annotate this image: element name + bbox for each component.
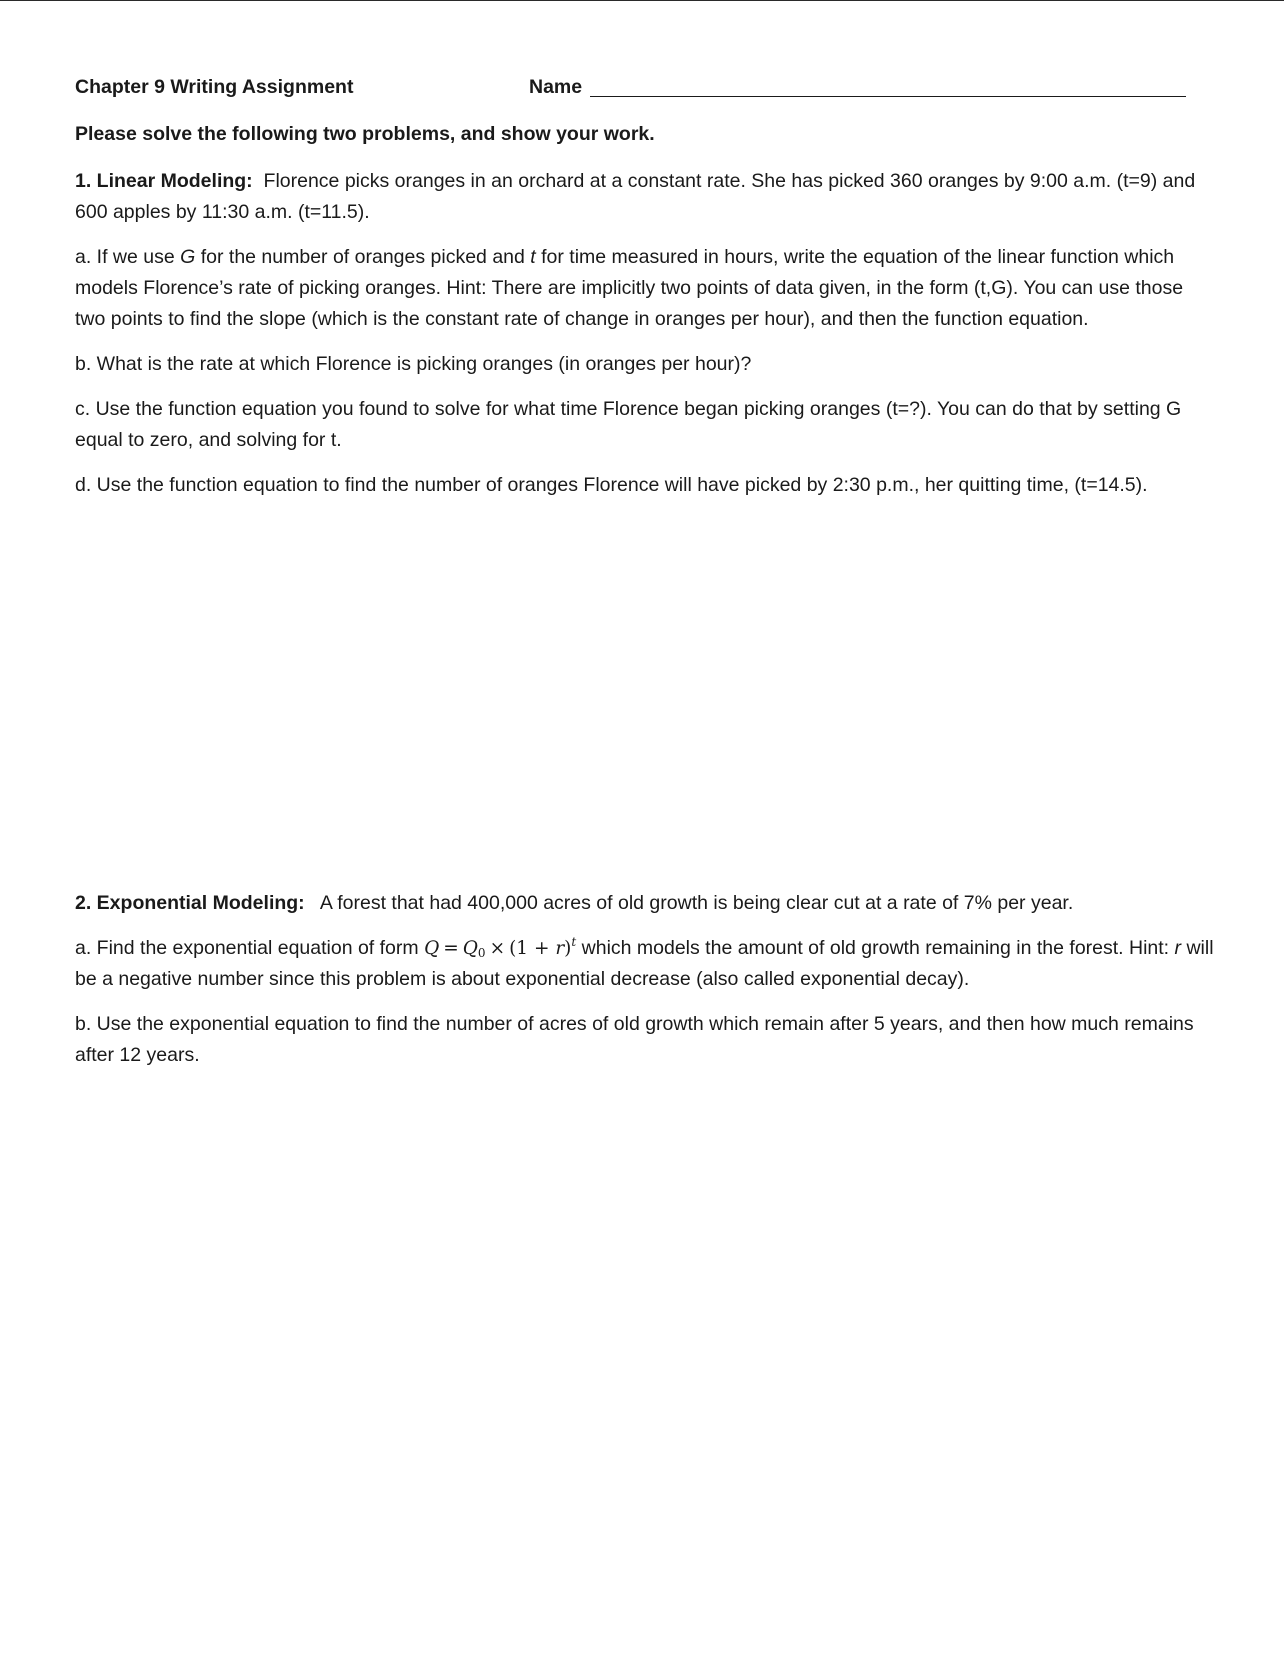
problem-1-heading: 1. Linear Modeling: bbox=[75, 170, 253, 192]
work-space-1 bbox=[75, 501, 1215, 873]
problem-2-part-b: b. Use the exponential equation to find the number of acres of old growth which remain after 5 years, and then how much remains after 12 years. bbox=[75, 1013, 1194, 1066]
instructions: Please solve the following two problems, and show your work. bbox=[75, 123, 655, 145]
problem-2-statement bbox=[75, 888, 1215, 919]
problem-1-part-d: d. Use the function equation to find the number of oranges Florence will have picked by 2:30 p.m., her quitting time, (t=14.5). bbox=[75, 474, 1148, 496]
problem-2-part-a bbox=[75, 933, 1215, 995]
problem-2-text: A forest that had 400,000 acres of old growth is being clear cut at a rate of 7% per year. bbox=[319, 892, 1074, 914]
formula-equals: = bbox=[443, 938, 459, 959]
formula-exponent: t bbox=[571, 935, 577, 949]
top-border-line bbox=[0, 0, 1284, 1]
document-title: Chapter 9 Writing Assignment bbox=[75, 76, 354, 98]
p2a-var-r: r bbox=[1174, 937, 1182, 959]
p1a-text-1: a. If we use bbox=[75, 246, 181, 268]
exponential-formula bbox=[424, 935, 577, 960]
formula-r: r bbox=[555, 938, 565, 959]
p1a-var-g: G bbox=[180, 246, 196, 268]
problem-2-heading: 2. Exponential Modeling: bbox=[75, 892, 305, 914]
p1a-text-2: for the number of oranges picked and bbox=[195, 246, 531, 268]
problem-1-text: Florence picks oranges in an orchard at a constant rate. She has picked 360 oranges by 9:00 a.m. (t=9) and 600 apples by 11:30 a.m. (t=11.5). bbox=[75, 170, 1196, 223]
name-blank-line bbox=[590, 96, 1186, 97]
problem-1-part-a bbox=[75, 242, 1215, 335]
problem-1-part-c: c. Use the function equation you found to solve for what time Florence began picking oranges (t=?). You can do that by setting G equal to zero, and solving for t. bbox=[75, 398, 1182, 451]
problem-1-statement bbox=[75, 166, 1215, 228]
worksheet-page bbox=[75, 72, 1215, 1071]
p1a-text-3: for time measured in hours, write the equation of the linear function which models Florence’s rate of picking oranges. Hint: There are implicitly two points of data given, in the form (t,G). You can use those two points to find the slope (which is the constant rate of change in oranges per hour), and then the function equation. bbox=[75, 246, 1184, 330]
formula-q0-subscript: 0 bbox=[477, 946, 486, 960]
p1a-var-t: t bbox=[530, 246, 536, 268]
name-label: Name bbox=[529, 76, 583, 98]
worksheet-header bbox=[75, 72, 1215, 102]
problem-1-part-b: b. What is the rate at which Florence is picking oranges (in oranges per hour)? bbox=[75, 353, 752, 375]
formula-q: Q bbox=[424, 938, 440, 959]
p2a-text-2: which models the amount of old growth remaining in the forest. Hint: bbox=[576, 937, 1175, 959]
formula-paren-close: ) bbox=[564, 938, 572, 959]
formula-times: × bbox=[489, 938, 506, 959]
formula-q0: Q bbox=[462, 938, 478, 959]
p2a-text-3: will be a negative number since this problem is about exponential decrease (also called exponential decay). bbox=[75, 937, 1214, 990]
formula-paren-open: (1 + bbox=[509, 938, 556, 959]
p2a-text-1: a. Find the exponential equation of form bbox=[75, 937, 425, 959]
